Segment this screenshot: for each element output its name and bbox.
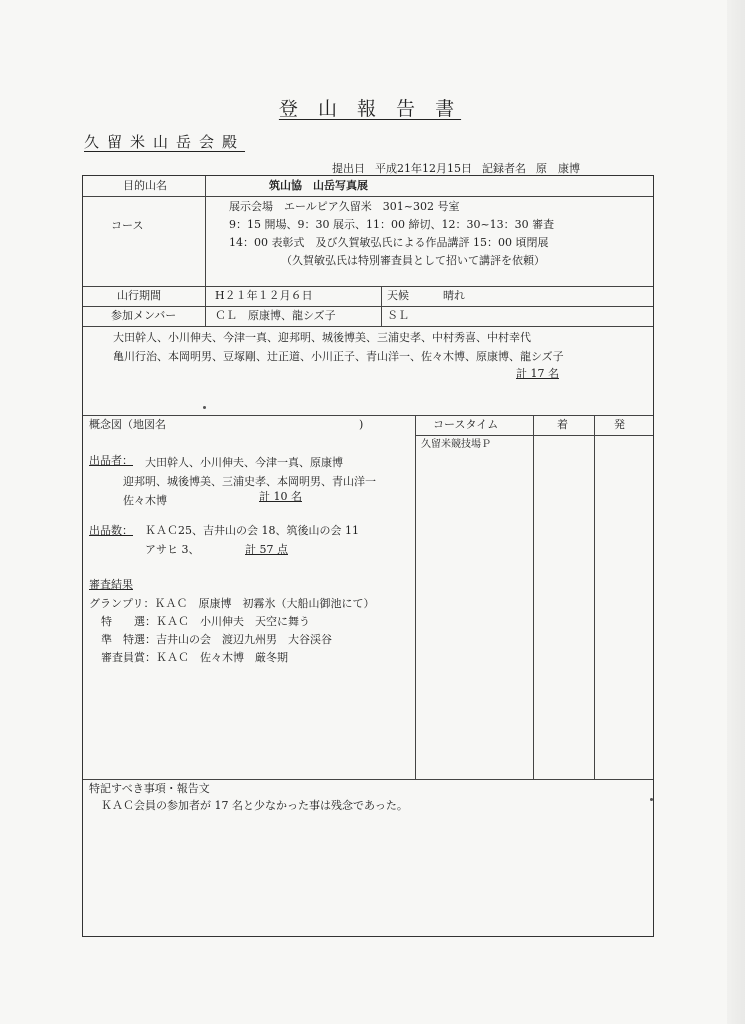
notes-label: 特記すべき事項・報告文	[89, 782, 210, 795]
notes-text: ＫＡＣ会員の参加者が 17 名と少なかった事は残念であった。	[101, 799, 408, 812]
results-line: 準 特選：吉井山の会 渡辺九州男 大谷渓谷	[101, 633, 332, 646]
count-label: 出品数：	[89, 524, 133, 537]
timetable-course-header: コースタイム	[433, 418, 499, 431]
page-title: 登 山 報 告 書	[278, 98, 462, 120]
member-label: 参加メンバー	[111, 309, 177, 322]
course-line: 展示会場 エールピア久留米 301~302 号室	[229, 200, 460, 213]
course-details	[229, 198, 554, 270]
sl-value: ＳＬ	[387, 309, 409, 322]
exhibitors-line: 迎邦明、城後博美、三浦史孝、本岡明男、青山洋一	[123, 475, 376, 488]
timetable-depart-header: 発	[614, 418, 625, 431]
results-list	[89, 595, 375, 667]
recorder-label: 記録者名	[482, 162, 526, 175]
report-meta	[332, 160, 590, 176]
count-line2: アサヒ 3、	[145, 543, 200, 556]
participants-total: 計 17 名	[516, 367, 559, 380]
exhibitors-line: 佐々木博	[123, 494, 167, 507]
weather-label: 天候	[387, 289, 409, 302]
exhibitors-total: 計 10 名	[259, 490, 302, 503]
addressee: 久留米山岳会殿	[84, 133, 246, 151]
results-line: 審査員賞：ＫＡＣ 佐々木博 厳冬期	[101, 651, 288, 664]
count-line1: ＫＡＣ25、吉井山の会 18、筑後山の会 11	[145, 524, 359, 537]
submitted-date: 平成21年12月15日	[375, 162, 472, 175]
period-value: H２１年１２月６日	[215, 289, 313, 302]
course-line: 14：00 表彰式 及び久賀敏弘氏による作品講評 15：00 頃閉展	[229, 236, 549, 249]
period-label: 山行期間	[117, 289, 161, 302]
map-close: )	[359, 418, 364, 431]
results-line: 特 選：ＫＡＣ 小川伸夫 天空に舞う	[101, 615, 310, 628]
exhibitors-line: 大田幹人、小川伸夫、今津一真、原康博	[145, 456, 343, 469]
report-table	[82, 175, 654, 937]
cl-value: ＣＬ 原康博、龍シズ子	[215, 309, 336, 322]
course-line: 9：15 開場、9：30 展示、11：00 締切、12：30~13：30 審査	[229, 218, 555, 231]
weather-value: 晴れ	[443, 289, 465, 302]
participants-list	[113, 328, 564, 366]
mountain-label: 目的山名	[123, 179, 167, 192]
paper-edge	[727, 0, 745, 1024]
speck	[203, 406, 206, 409]
mountain-value: 筑山協 山岳写真展	[269, 179, 368, 192]
results-label: 審査結果	[89, 578, 133, 591]
recorder-name: 原 康博	[536, 162, 580, 175]
participants-line: 大田幹人、小川伸夫、今津一真、迎邦明、城後博美、三浦史孝、中村秀喜、中村幸代	[113, 331, 531, 344]
timetable-arrive-header: 着	[557, 418, 568, 431]
timetable-entry: 久留米競技場Ｐ	[421, 439, 491, 450]
results-line: グランプリ：ＫＡＣ 原康博 初霧氷（大船山御池にて）	[89, 597, 375, 610]
submitted-label: 提出日	[332, 162, 365, 175]
participants-line: 亀川行治、本岡明男、豆塚剛、辻正道、小川正子、青山洋一、佐々木博、原康博、龍シズ子	[113, 350, 564, 363]
count-total: 計 57 点	[245, 543, 288, 556]
map-label: 概念図（地図名	[89, 418, 166, 431]
speck	[650, 798, 653, 801]
course-label: コース	[111, 219, 144, 232]
exhibitors-label: 出品者：	[89, 454, 133, 467]
course-line: （久賀敏弘氏は特別審査員として招いて講評を依頼）	[281, 254, 545, 267]
